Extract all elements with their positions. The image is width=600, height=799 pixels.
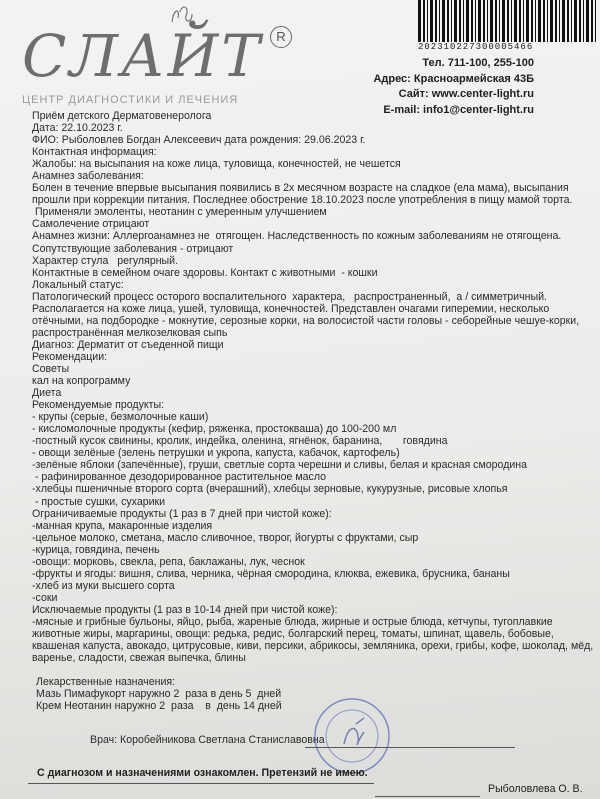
report-line: Жалобы: на высыпания на коже лица, туловища, конечностей, не чешется [32,158,401,171]
barcode-bar [538,0,541,42]
report-line: распространённая мелкозелковая сыпь [32,326,228,339]
report-line: Сопутствующие заболевания - отрицают [32,242,234,255]
handwritten-scribble [168,2,196,30]
report-line: - овощи зелёные (зелень петрушки и укропа, капуста, кабачок, картофель) [32,447,400,460]
report-line: Болен в течение впервые высыпания появились в 2х месячном возрасте на сладкое (ела мама), высыпания [32,182,569,195]
acknowledgement-underline [28,783,374,784]
report-line: Диета [32,387,62,400]
barcode-bar [487,0,488,42]
barcode-bar [555,0,557,42]
barcode-bar [483,0,485,42]
barcode-bar [514,0,517,42]
report-line: варенье, сладости, свежая выпечка, блины [32,652,246,665]
report-line: -хлебцы пшеничные второго сорта (вчерашний), хлебцы зерновые, кукурузные, рисовые хлопья [32,483,508,496]
barcode-bar [562,0,565,42]
contact-address: Адрес: Красноармейская 43Б [373,72,534,85]
report-line: -постный кусок свинины, кролик, индейка, оленина, ягнёнок, баранина, говядина [32,435,448,448]
barcode-bar [550,0,553,42]
barcode-bar [502,0,505,42]
barcode-bar [430,0,433,42]
report-line: Ограничиваемые продукты (1 раз в 7 дней при чистой коже): [32,507,332,520]
report-line: Самолечение отрицают [32,218,150,231]
barcode-bar [511,0,512,42]
report-line: -хлеб из муки высшего сорта [32,579,175,592]
barcode-bar [591,0,593,42]
report-line: -манная крупа, макаронные изделия [32,519,213,532]
report-line: Располагается на коже лица, ушей, туловища, конечностей. Представлен очагами гиперемии, несколько [32,302,550,315]
barcode-bar [442,0,445,42]
barcode [418,0,598,42]
report-line: Контактные в семейном очаге здоровы. Контакт с животными - кошки [32,266,378,279]
report-line: -зелёные яблоки (запечённые), груши, светлые сорта черешни и сливы, белая и красная смородина [32,459,528,472]
contact-site: Сайт: www.center-light.ru [398,88,534,100]
report-line: Характер стула регулярный. [32,254,179,267]
report-line: -цельное молоко, сметана, масло сливочное, творог, йогурты с фруктами, сыр [32,531,419,544]
logo-wordmark: СЛАЙТ [22,22,263,90]
barcode-bar [507,0,509,42]
barcode-bar [586,0,589,42]
report-line: Исключаемые продукты (1 раз в 10-14 дней при чистой коже): [32,603,338,616]
barcode-bar [490,0,493,42]
medical-report-body [32,110,597,712]
report-line: Контактная информация: [32,146,157,159]
barcode-bar [418,0,421,42]
prescription-line: Лекарственные назначения: [36,676,176,689]
report-line: Дата: 22.10.2023 г. [32,122,123,135]
report-line: отёчными, на подбородке - мокнутие, серозные корки, на волосистой части головы - себорейные чешуе-корки, [32,314,580,327]
logo-subtitle: ЦЕНТР ДИАГНОСТИКИ И ЛЕЧЕНИЯ [22,94,239,106]
report-line: - рафинированное дезодорированное растительное масло [32,471,327,484]
report-line: Применяли эмоленты, неотанин с умеренным улучшением [32,206,327,219]
barcode-bar [531,0,533,42]
barcode-bar [571,0,572,42]
patient-signature-line [375,796,480,797]
report-line: - крупы (серые, безмолочные каши) [32,411,209,424]
barcode-bar [478,0,481,42]
report-line: - простые сушки, сухарики [32,495,166,508]
barcode-bar [471,0,473,42]
report-line: -фрукты и ягоды: вишня, слива, черника, чёрная смородина, клюква, ежевика, брусника, бананы [32,567,510,580]
barcode-bar [543,0,545,42]
barcode-bar [447,0,449,42]
report-line: Советы [32,362,70,375]
report-line: кал на копрограмму [32,375,131,388]
report-line: Диагноз: Дерматит от съеденной пищи [32,338,224,351]
barcode-bar [526,0,529,42]
doctor-signature-line [305,747,515,748]
acknowledgement-text: С диагнозом и назначениями ознакомлен. Претензий не имею. [37,767,368,779]
barcode-bar [595,0,596,42]
barcode-bar [439,0,440,42]
barcode-bar [466,0,469,42]
barcode-bar [583,0,584,42]
report-line: Рекомендуемые продукты: [32,399,165,412]
barcode-bar [547,0,548,42]
clinic-contacts [373,56,534,118]
prescription-line: Крем Неотанин наружно 2 раза в день 14 дней [36,700,282,713]
barcode-bar [475,0,476,42]
report-line: -овощи: морковь, свекла, репа, баклажаны, лук, чеснок [32,555,305,568]
report-line: Рекомендации: [32,350,108,363]
section-gap [32,664,597,676]
report-line: Приём детского Дерматовенеролога [32,110,212,122]
prescription-line: Мазь Пимафукорт наружно 2 раза в день 5 дней [36,688,282,701]
barcode-bar [559,0,560,42]
report-line: ФИО: Рыболовлев Богдан Алексеевич дата рождения: 29.06.2023 г. [32,134,366,147]
contact-email: E-mail: info1@center-light.ru [383,103,534,116]
report-line: -мясные и грибные бульоны, яйцо, рыба, жареные блюда, жирные и острые блюда, кетчупы, тугоплавкие [32,615,553,628]
barcode-bar [435,0,437,42]
report-line: прошли при коррекции питания. Последнее обострение 18.10.2023 после употребления в пищу мамой торта. [32,194,573,207]
barcode-bar [427,0,428,42]
barcode-bar [463,0,464,42]
barcode-bar [519,0,521,42]
report-line: животные жиры, маргарины, овощи: редька, редис, болгарский перец, томаты, шпинат, щавель, бобовые, [32,628,554,641]
registered-mark: R [270,26,292,48]
clinic-logo [20,22,310,112]
barcode-bar [499,0,500,42]
barcode-bar [459,0,461,42]
doctor-name: Врач: Коробейникова Светлана Станиславовна [90,734,325,746]
report-line: -курица, говядина, печень [32,543,160,556]
report-line: Анамнез заболевания: [32,170,144,183]
report-line: Анамнез жизни: Аллергоанамнез не отягощен. Наследственность по кожным заболеваниям не отягощена. [32,230,562,243]
barcode-bar [567,0,569,42]
report-line: -соки [32,591,58,604]
patient-signature-name: Рыболовлева О. В. [488,783,583,795]
barcode-bar [451,0,452,42]
barcode-bar [574,0,577,42]
barcode-bar [423,0,425,42]
report-line: Патологический процесс осторого воспалительного характера, распространенный, а / симметричный. [32,290,547,303]
barcode-bar [454,0,457,42]
barcode-bar [523,0,524,42]
barcode-bar [495,0,497,42]
report-line: Локальный статус: [32,278,124,291]
barcode-number: 202310227300005466 [418,42,534,52]
barcode-bar [579,0,581,42]
report-line: квашеная капуста, авокадо, цитрусовые, киви, персики, абрикосы, земляника, орехи, грибы, кофе, шоколад, мёд, [32,640,594,653]
report-line: - кисломолочные продукты (кефир, ряженка, простокваша) до 100-200 мл [32,423,397,436]
contact-phone: Тел. 711-100, 255-100 [422,57,534,69]
barcode-bar [535,0,536,42]
